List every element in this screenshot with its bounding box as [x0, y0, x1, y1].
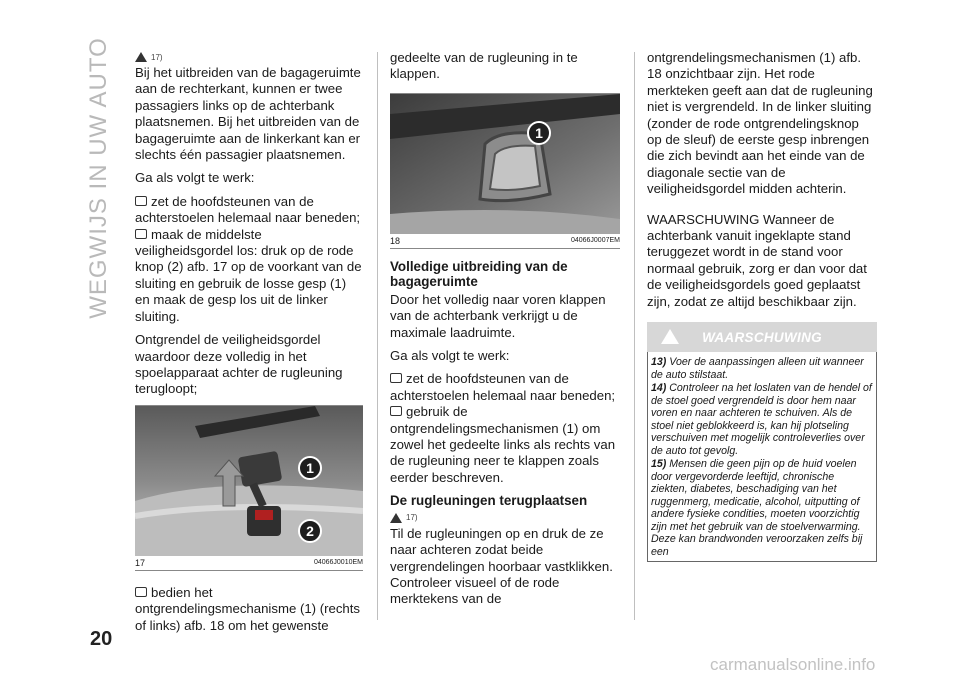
- callout-1: 1: [527, 121, 551, 145]
- column-2: [390, 50, 620, 615]
- paragraph: ontgrendelingsmechanismen (1) afb. 18 onzichtbaar zijn. Het rode merkteken geeft aan dat de rugleuning niet is vergrendeld. In de linker sluiting (zonder de rode ontgrendelingsknop op de sleuf) de eerste gesp inbrengen die zich bevindt aan het einde van de diagonale sectie van de veiligheidsgordel midden achterin.: [647, 50, 873, 197]
- column-3: [647, 50, 877, 562]
- page-number: 20: [90, 628, 113, 650]
- bullet-item: zet de hoofdsteunen van de achterstoelen helemaal naar beneden;: [390, 371, 616, 403]
- warning-body: [647, 352, 877, 562]
- figure-number: 17: [135, 557, 146, 568]
- paragraph: Ga als volgt te werk:: [135, 170, 255, 186]
- warning-title: WAARSCHUWING: [702, 329, 822, 345]
- figure-caption: [390, 234, 620, 248]
- bullet-item: maak de middelste veiligheidsgordel los: druk op de rode knop (2) afb. 17 op de voorkant van de sluiting en gebruik de losse gesp (1) en maak de gesp los uit de linker sluiting.: [135, 226, 362, 324]
- warning-triangle-icon: [390, 513, 402, 523]
- paragraph: Ga als volgt te werk:: [390, 348, 510, 364]
- bullet-item: bedien het ontgrendelingsmechanisme (1) (rechts of links) afb. 18 om het gewenste: [135, 584, 361, 633]
- warning-box: [647, 322, 877, 562]
- bullet-icon: [390, 406, 402, 416]
- warning-reference: 17): [135, 50, 363, 64]
- figure-number: 18: [390, 235, 401, 246]
- bullet-item: zet de hoofdsteunen van de achterstoelen helemaal naar beneden;: [135, 193, 361, 226]
- warning-reference: 17): [390, 511, 620, 525]
- section-heading: Volledige uitbreiding van de bagageruimte: [390, 258, 568, 290]
- figure-image: [135, 406, 363, 556]
- paragraph: Til de rugleuningen op en druk de ze naar achteren zodat beide vergrendelingen hoorbaar vastklikken. Controleer visueel of de rode merktekens van de: [390, 525, 613, 607]
- paragraph: gedeelte van de rugleuning in te klappen.: [390, 50, 578, 82]
- section-heading: De rugleuningen terugplaatsen: [390, 493, 588, 509]
- callout-1: 1: [298, 456, 322, 480]
- paragraph: Ontgrendel de veiligheidsgordel waardoor deze volledig in het spoelapparaat achter de rugleuning terugloopt;: [135, 332, 343, 397]
- warning-header: [647, 322, 877, 352]
- bullet-item: gebruik de ontgrendelingsmechanismen (1) om zowel het gedeelte links als rechts van de rugleuning neer te klappen zoals eerder beschreven.: [390, 404, 616, 485]
- bullet-icon: [135, 587, 147, 597]
- figure-17: [135, 405, 363, 571]
- warning-item: 14) Controleer na het loslaten van de hendel of de stoel goed vergrendeld is door hem naar voren en naar achteren te schuiven. Als de stoel niet geblokkeerd is, kan hij plotseling verschuiven met mogelijk controleverlies over de auto tot gevolg.: [651, 382, 872, 457]
- callout-2: 2: [298, 519, 322, 543]
- figure-image: [390, 94, 620, 234]
- watermark: carmanualsonline.info: [710, 655, 876, 674]
- figure-caption: [135, 556, 363, 570]
- warning-item: 13) Voer de aanpassingen alleen uit wanneer de auto stilstaat.: [651, 356, 864, 381]
- paragraph: WAARSCHUWING Wanneer de achterbank vanuit ingeklapte stand teruggezet wordt in de stand voor normaal gebruik, zorg er dan voor dat de veiligheidsgordels goed geplaatst zijn, zodat ze altijd beschikbaar zijn.: [647, 211, 867, 309]
- bullet-icon: [135, 196, 147, 206]
- bullet-icon: [390, 373, 402, 383]
- figure-18: [390, 93, 620, 249]
- bullet-icon: [135, 229, 147, 239]
- warning-item: 15) Mensen die geen pijn op de huid voelen door vergevorderde leeftijd, chronische ziekten, diabetes, beschadiging van het ruggenmerg, medicatie, alcohol, uitputting of andere fysieke condities, moeten voorzichtig zijn met het gebruik van de stoelverwarming. Deze kan brandwonden veroorzaken zelfs bij een: [651, 458, 863, 558]
- warning-triangle-icon: [661, 329, 679, 344]
- warning-triangle-icon: [135, 52, 147, 62]
- figure-code: 04066J0010EM: [313, 559, 363, 567]
- column-1: [135, 50, 363, 641]
- section-title: WEGWIJS IN UW AUTO: [85, 37, 112, 319]
- column-divider: [377, 52, 378, 620]
- paragraph: Door het volledig naar voren klappen van de achterbank verkrijgt u de maximale laadruimte.: [390, 291, 606, 340]
- column-divider: [634, 52, 635, 620]
- paragraph: Bij het uitbreiden van de bagageruimte aan de rechterkant, kunnen er twee passagiers links op de achterbank plaatsnemen. Bij het uitbreiden van de bagageruimte aan de linkerkant kan er slechts één passagier plaatsnemen.: [135, 65, 361, 163]
- figure-code: 04066J0007EM: [570, 237, 620, 245]
